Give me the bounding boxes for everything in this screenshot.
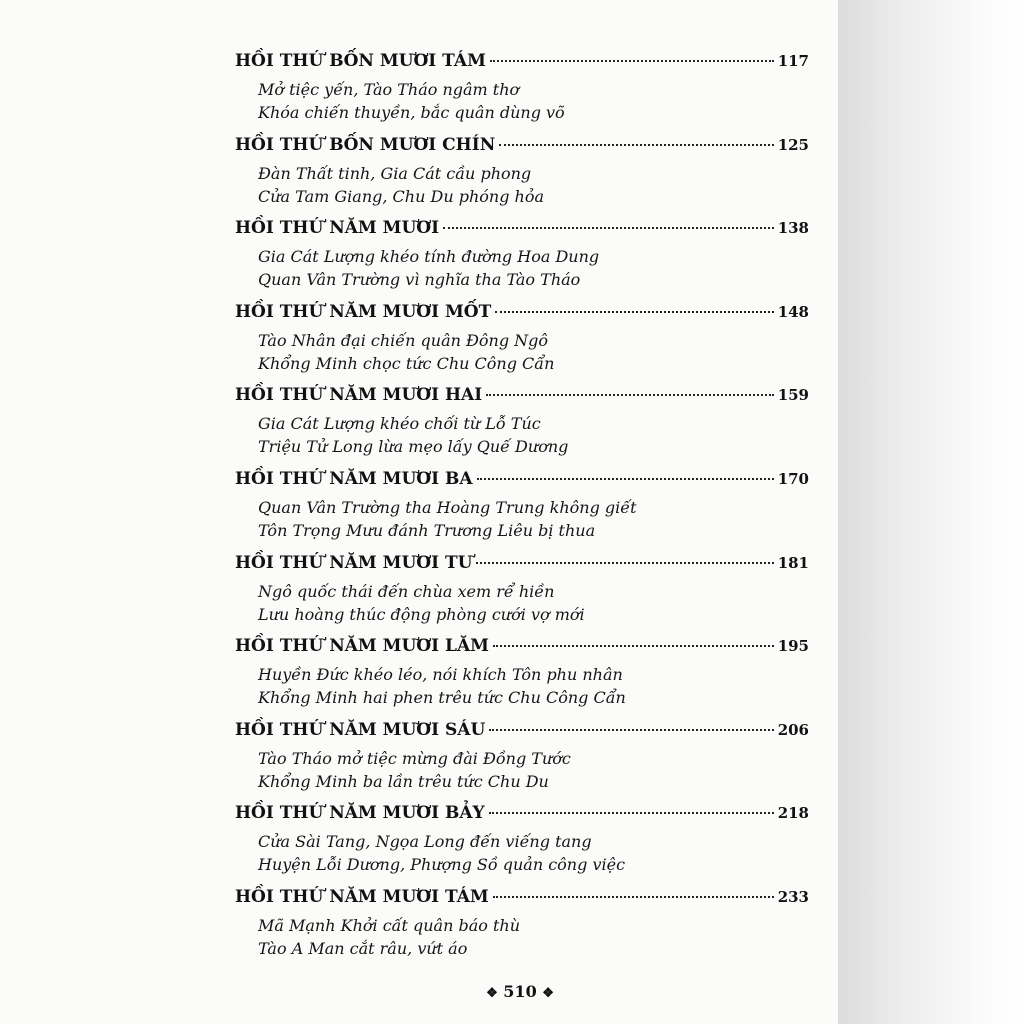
- chapter-page-number: 206: [777, 720, 809, 739]
- chapter-subtitle-line: Cửa Tam Giang, Chu Du phóng hỏa: [258, 186, 544, 206]
- chapter-title: HỒI THỨ NĂM MƯƠI SÁU: [235, 719, 486, 740]
- chapter-subtitle-line: Đàn Thất tinh, Gia Cát cầu phong: [258, 163, 532, 183]
- chapter-subtitle-line: Tôn Trọng Mưu đánh Trương Liêu bị thua: [258, 520, 596, 540]
- page-number: 510: [503, 982, 537, 1001]
- chapter-subtitle-line: Quan Vân Trường vì nghĩa tha Tào Tháo: [258, 270, 581, 290]
- page-gutter-shadow: [838, 0, 1024, 1024]
- chapter-subtitle-line: Cửa Sài Tang, Ngọa Long đến viếng tang: [258, 832, 592, 852]
- toc-entry: [235, 128, 809, 212]
- toc-entry-heading: [235, 546, 809, 580]
- chapter-title: HỒI THỨ NĂM MƯƠI HAI: [235, 385, 483, 406]
- chapter-subtitle-line: Huyện Lỗi Dương, Phượng Sồ quản công việc: [258, 855, 626, 875]
- toc-entry: [235, 295, 809, 379]
- chapter-subtitle-line: Gia Cát Lượng khéo tính đường Hoa Dung: [258, 247, 600, 267]
- toc-entry-heading: [235, 713, 809, 747]
- dot-leader: [493, 645, 774, 647]
- toc-entry: [235, 211, 809, 295]
- chapter-subtitle-line: Huyền Đức khéo léo, nói khích Tôn phu nhân: [258, 665, 623, 685]
- chapter-page-number: 148: [777, 302, 809, 321]
- diamond-ornament-icon: ❖: [542, 986, 554, 1001]
- chapter-subtitle-line: Gia Cát Lượng khéo chối từ Lỗ Túc: [258, 414, 541, 434]
- toc-entry: [235, 462, 809, 546]
- dot-leader: [477, 478, 774, 480]
- toc-entry: [235, 796, 809, 880]
- chapter-page-number: 117: [777, 52, 809, 70]
- toc-entry: [235, 44, 809, 128]
- toc-entry: [235, 880, 809, 964]
- chapter-subtitle-line: Mã Mạnh Khởi cất quân báo thù: [258, 915, 521, 935]
- chapter-subtitle-line: Khổng Minh chọc tức Chu Công Cẩn: [258, 353, 555, 373]
- chapter-title: HỒI THỨ NĂM MƯƠI TƯ: [235, 552, 473, 573]
- chapter-page-number: 233: [777, 887, 809, 906]
- chapter-page-number: 218: [777, 804, 809, 823]
- toc-entry-heading: [235, 44, 809, 78]
- chapter-subtitle-line: Tào A Man cắt râu, vứt áo: [258, 938, 468, 958]
- chapter-subtitle-line: Tào Tháo mở tiệc mừng đài Đồng Tước: [258, 748, 571, 768]
- toc-entry-heading: [235, 295, 809, 329]
- chapter-page-number: 125: [777, 135, 809, 154]
- chapter-title: HỒI THỨ NĂM MƯƠI BA: [235, 468, 473, 489]
- chapter-title: HỒI THỨ BỐN MƯƠI CHÍN: [235, 134, 496, 155]
- dot-leader: [489, 729, 773, 731]
- toc-entry-heading: [235, 462, 809, 496]
- dot-leader: [486, 394, 773, 396]
- toc-entry-heading: [235, 880, 809, 914]
- toc-entry-heading: [235, 629, 809, 663]
- dot-leader: [476, 562, 773, 564]
- dot-leader: [490, 60, 774, 62]
- diamond-ornament-icon: ❖: [486, 986, 498, 1001]
- chapter-title: HỒI THỨ NĂM MƯƠI LĂM: [235, 636, 489, 657]
- toc-entry-heading: [235, 128, 809, 162]
- chapter-subtitle-line: Lưu hoàng thúc động phòng cưới vợ mới: [258, 604, 585, 624]
- chapter-title: HỒI THỨ NĂM MƯƠI MỐT: [235, 301, 492, 322]
- chapter-title: HỒI THỨ BỐN MƯƠI TÁM: [235, 51, 486, 71]
- dot-leader: [489, 812, 774, 814]
- chapter-subtitle-line: Khổng Minh ba lần trêu tức Chu Du: [258, 771, 549, 791]
- dot-leader: [443, 227, 774, 229]
- toc-entry: [235, 546, 809, 630]
- chapter-page-number: 170: [777, 469, 809, 488]
- chapter-page-number: 195: [777, 637, 809, 656]
- toc-entry-heading: [235, 796, 809, 830]
- toc-entry: [235, 378, 809, 462]
- toc-entry-heading: [235, 378, 809, 412]
- chapter-page-number: 159: [777, 386, 809, 405]
- chapter-page-number: 181: [777, 553, 809, 572]
- dot-leader: [499, 144, 773, 146]
- chapter-subtitle-line: Mở tiệc yến, Tào Tháo ngâm thơ: [258, 80, 520, 99]
- chapter-subtitle-line: Khổng Minh hai phen trêu tức Chu Công Cẩn: [258, 688, 626, 708]
- dot-leader: [493, 896, 774, 898]
- page-number-group: [480, 982, 560, 1001]
- table-of-contents: [235, 44, 809, 964]
- chapter-title: HỒI THỨ NĂM MƯƠI TÁM: [235, 886, 489, 907]
- chapter-subtitle-line: Triệu Tử Long lừa mẹo lấy Quế Dương: [258, 437, 569, 457]
- chapter-subtitle-line: Ngô quốc thái đến chùa xem rể hiền: [258, 581, 555, 601]
- toc-entry: [235, 713, 809, 797]
- chapter-title: HỒI THỨ NĂM MƯƠI BẢY: [235, 803, 485, 824]
- chapter-subtitle-line: Tào Nhân đại chiến quân Đông Ngô: [258, 330, 549, 350]
- toc-entry-heading: [235, 211, 809, 245]
- chapter-page-number: 138: [777, 219, 809, 238]
- chapter-title: HỒI THỨ NĂM MƯƠI: [235, 218, 440, 239]
- chapter-subtitle-line: Khóa chiến thuyền, bắc quân dùng võ: [258, 103, 565, 122]
- dot-leader: [495, 311, 773, 313]
- chapter-subtitle-line: Quan Vân Trường tha Hoàng Trung không giết: [258, 497, 637, 517]
- toc-entry: [235, 629, 809, 713]
